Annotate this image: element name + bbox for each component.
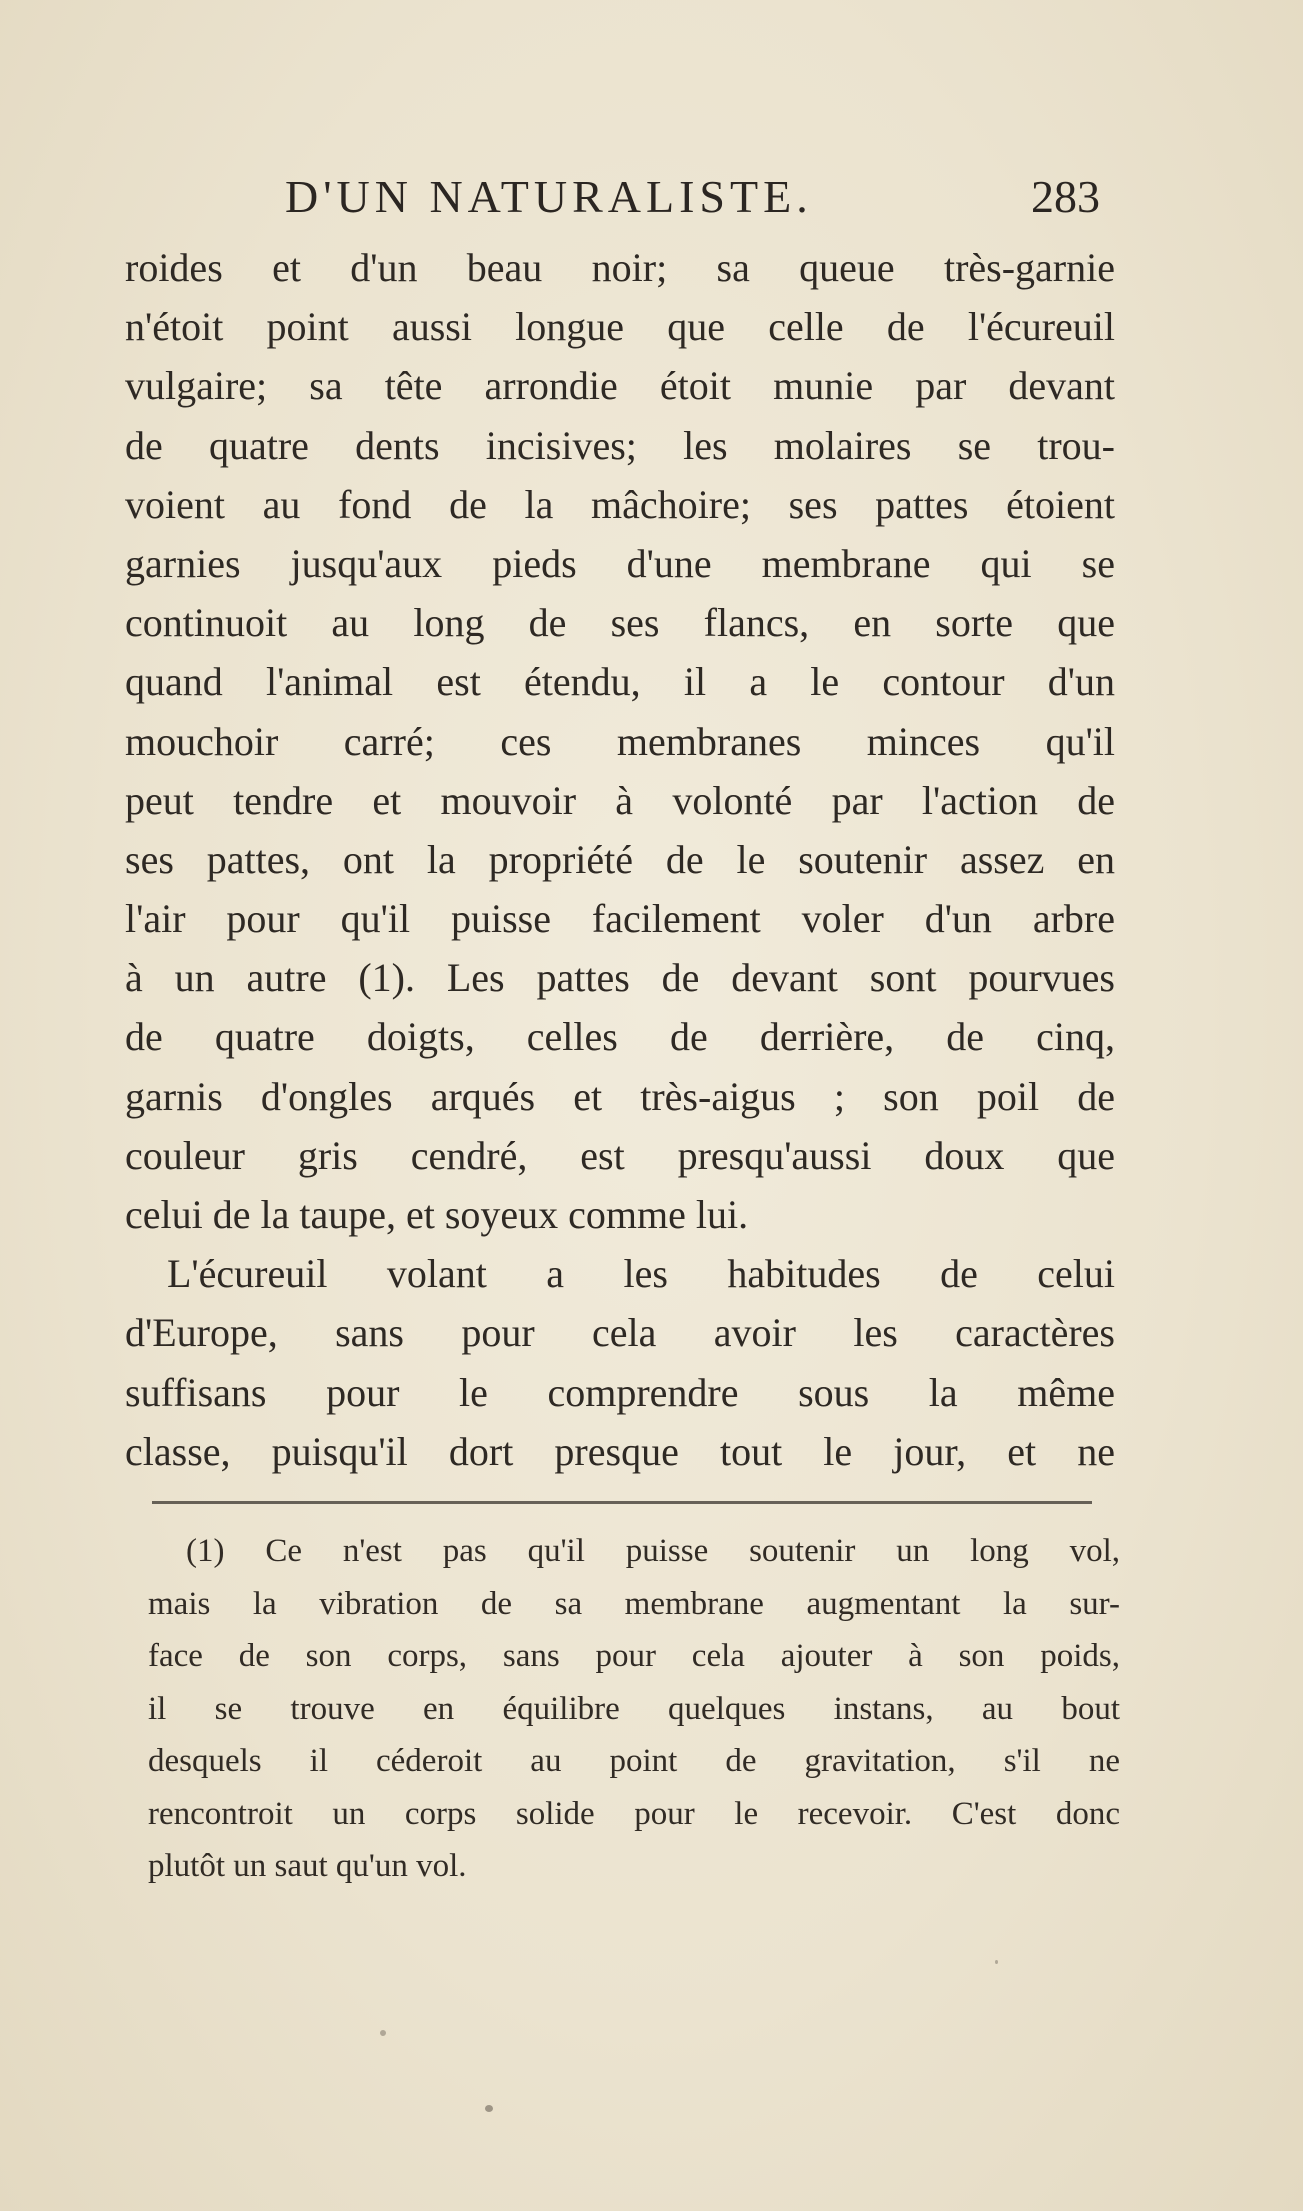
- body-line: voient au fond de la mâchoire; ses pattes étoient: [125, 481, 1115, 527]
- body-line: ses pattes, ont la propriété de le soutenir assez en: [125, 836, 1115, 882]
- body-line: suffisans pour le comprendre sous la même: [125, 1369, 1115, 1415]
- body-line: mouchoir carré; ces membranes minces qu'il: [125, 718, 1115, 764]
- body-line: de quatre dents incisives; les molaires se trou-: [125, 422, 1115, 468]
- page-number: 283: [1031, 171, 1100, 222]
- body-line: garnies jusqu'aux pieds d'une membrane qui se: [125, 540, 1115, 586]
- body-line: couleur gris cendré, est presqu'aussi doux que: [125, 1132, 1115, 1178]
- body-line: d'Europe, sans pour cela avoir les caractères: [125, 1310, 1115, 1356]
- body-line: peut tendre et mouvoir à volonté par l'action de: [125, 777, 1115, 823]
- footnote-line: rencontroit un corps solide pour le recevoir. C'est donc: [148, 1795, 1120, 1832]
- body-line: à un autre (1). Les pattes de devant sont pourvues: [125, 955, 1115, 1001]
- body-line: quand l'animal est étendu, il a le contour d'un: [125, 659, 1115, 705]
- body-text: [125, 238, 1115, 1481]
- footnote-line: il se trouve en équilibre quelques instans, au bout: [148, 1690, 1120, 1727]
- paper-speck: [380, 2030, 386, 2036]
- body-line: continuoit au long de ses flancs, en sorte que: [125, 600, 1115, 646]
- footnote: [148, 1525, 1120, 1893]
- paper-speck: [995, 1960, 998, 1964]
- body-line: classe, puisqu'il dort presque tout le jour, et ne: [125, 1428, 1115, 1474]
- paper-speck: [485, 2105, 493, 2112]
- body-line: roides et d'un beau noir; sa queue très-garnie: [125, 245, 1115, 290]
- running-title: D'UN NATURALISTE.: [285, 171, 813, 222]
- body-line: vulgaire; sa tête arrondie étoit munie par devant: [125, 363, 1115, 409]
- page-header: [140, 158, 1100, 238]
- footnote-line: plutôt un saut qu'un vol.: [148, 1848, 467, 1884]
- footnote-separator: [152, 1501, 1092, 1504]
- paragraph-start-line: L'écureuil volant a les habitudes de celui: [167, 1251, 1115, 1297]
- footnote-line: (1) Ce n'est pas qu'il puisse soutenir un long vol,: [186, 1533, 1120, 1569]
- footnote-line: desquels il céderoit au point de gravitation, s'il ne: [148, 1743, 1120, 1779]
- footnote-line: face de son corps, sans pour cela ajouter à son poids,: [148, 1638, 1120, 1674]
- body-line: l'air pour qu'il puisse facilement voler d'un arbre: [125, 896, 1115, 942]
- body-line: n'étoit point aussi longue que celle de l'écureuil: [125, 304, 1115, 350]
- body-line: celui de la taupe, et soyeux comme lui.: [125, 1192, 749, 1237]
- body-line: garnis d'ongles arqués et très-aigus ; son poil de: [125, 1073, 1115, 1119]
- footnote-line: mais la vibration de sa membrane augmentant la sur-: [148, 1585, 1120, 1622]
- body-line: de quatre doigts, celles de derrière, de cinq,: [125, 1014, 1115, 1060]
